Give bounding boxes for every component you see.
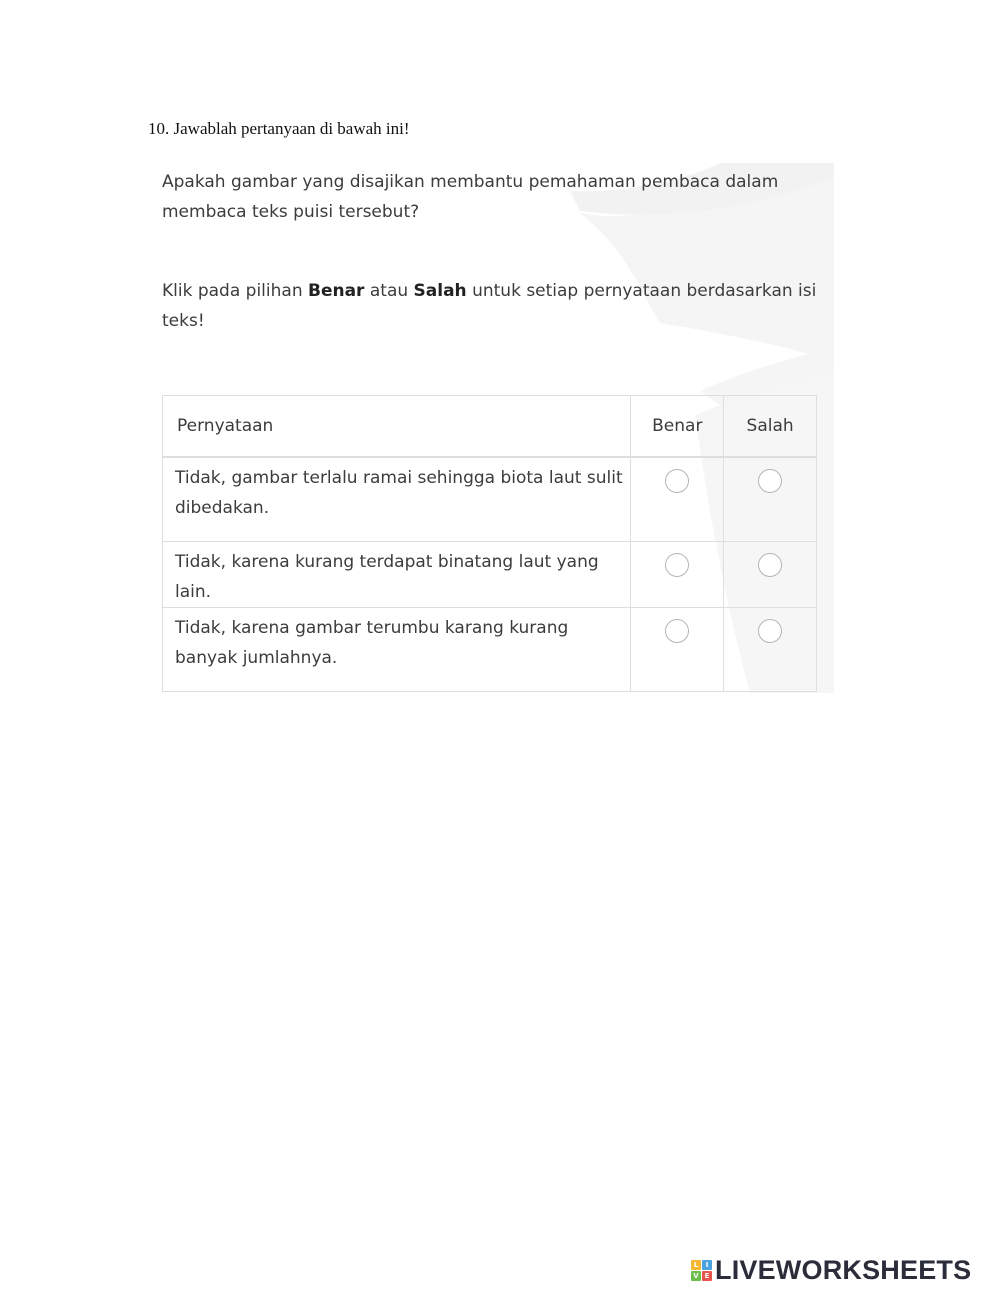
benar-radio[interactable] xyxy=(665,469,689,493)
header-salah: Salah xyxy=(724,396,817,458)
statement-cell: Tidak, gambar terlalu ramai sehingga biota laut sulit dibedakan. xyxy=(163,457,631,541)
benar-radio[interactable] xyxy=(665,619,689,643)
salah-cell xyxy=(724,457,817,541)
true-false-table xyxy=(162,395,817,692)
salah-radio[interactable] xyxy=(758,619,782,643)
benar-radio[interactable] xyxy=(665,553,689,577)
instruction-middle: atau xyxy=(364,281,414,301)
table-header-row xyxy=(163,396,817,458)
liveworksheets-logo xyxy=(691,1255,971,1285)
instruction-true-label: Benar xyxy=(308,281,365,301)
statement-cell: Tidak, karena kurang terdapat binatang laut yang lain. xyxy=(163,541,631,607)
table-row xyxy=(163,457,817,541)
benar-cell xyxy=(631,541,724,607)
logo-mark-letter: L xyxy=(691,1260,701,1270)
table-row xyxy=(163,607,817,691)
header-benar: Benar xyxy=(631,396,724,458)
statement-cell: Tidak, karena gambar terumbu karang kurang banyak jumlahnya. xyxy=(163,607,631,691)
table-row xyxy=(163,541,817,607)
logo-mark-icon xyxy=(691,1260,712,1281)
benar-cell xyxy=(631,607,724,691)
salah-radio[interactable] xyxy=(758,553,782,577)
question-prompt: Apakah gambar yang disajikan membantu pemahaman pembaca dalam membaca teks puisi tersebut? xyxy=(162,172,779,222)
salah-cell xyxy=(724,607,817,691)
salah-cell xyxy=(724,541,817,607)
salah-radio[interactable] xyxy=(758,469,782,493)
logo-mark-letter: V xyxy=(691,1271,701,1281)
logo-mark-letter: I xyxy=(702,1260,712,1270)
logo-mark-letter: E xyxy=(702,1271,712,1281)
question-heading: 10. Jawablah pertanyaan di bawah ini! xyxy=(148,119,410,138)
instruction-text xyxy=(162,276,822,336)
instruction-prefix: Klik pada pilihan xyxy=(162,281,308,301)
header-statement: Pernyataan xyxy=(163,396,631,458)
benar-cell xyxy=(631,457,724,541)
logo-text: LIVEWORKSHEETS xyxy=(715,1254,972,1285)
question-panel xyxy=(160,163,834,693)
instruction-suffix: untuk setiap pernyataan berdasarkan isi teks! xyxy=(162,281,817,331)
instruction-false-label: Salah xyxy=(413,281,467,301)
